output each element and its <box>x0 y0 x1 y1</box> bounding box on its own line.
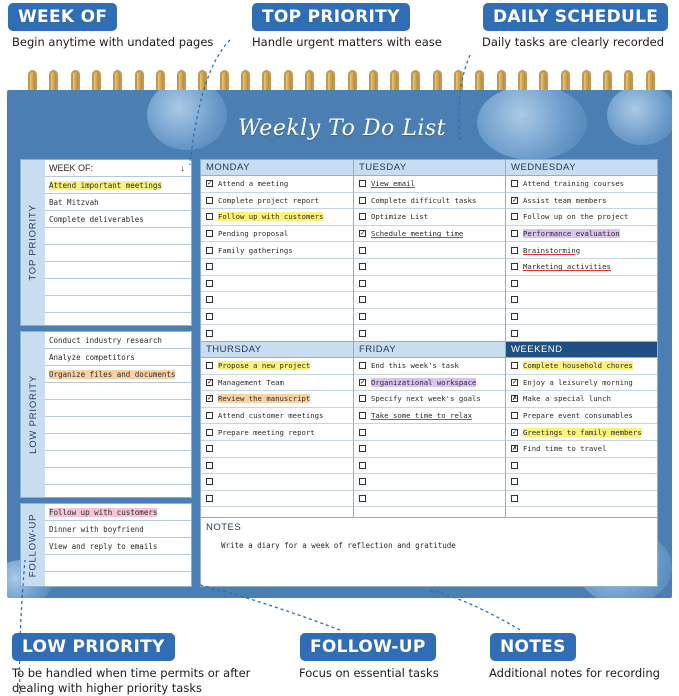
checkbox[interactable] <box>206 313 213 320</box>
checkbox[interactable] <box>511 213 518 220</box>
checkbox[interactable] <box>359 197 366 204</box>
task-row[interactable] <box>201 474 353 491</box>
checkbox-checked[interactable]: ✓ <box>360 230 366 238</box>
checkbox[interactable] <box>359 478 366 485</box>
checkbox-checked[interactable]: ✓ <box>207 395 213 403</box>
low-priority-caption-line1: To be handled when time permits or after <box>12 666 251 680</box>
checkbox[interactable] <box>206 495 213 502</box>
task-row[interactable]: Attend customer meetings <box>201 408 353 425</box>
checkbox-checked[interactable]: ✓ <box>207 180 213 188</box>
checkbox-crossed[interactable]: ✗ <box>512 445 518 453</box>
task-row[interactable] <box>506 292 657 309</box>
day-header: WEDNESDAY <box>506 160 657 176</box>
checkbox[interactable] <box>206 330 213 337</box>
task-row[interactable] <box>201 458 353 475</box>
list-item[interactable]: Follow up with customers <box>45 504 191 521</box>
checkbox[interactable] <box>359 247 366 254</box>
task-row[interactable] <box>201 259 353 276</box>
task-row[interactable] <box>354 458 505 475</box>
task-row[interactable]: ✗ Find time to travel <box>506 441 657 458</box>
day-thursday <box>201 341 354 517</box>
list-item[interactable] <box>45 262 191 279</box>
task-row[interactable]: Pending proposal <box>201 226 353 243</box>
checkbox[interactable] <box>359 280 366 287</box>
arrow-down-icon: ↓ <box>180 163 185 173</box>
checkbox[interactable] <box>511 263 518 270</box>
checkbox[interactable] <box>511 296 518 303</box>
hydrangea-decoration <box>477 90 587 160</box>
task-row[interactable]: Take some time to relax <box>354 408 505 425</box>
task-row[interactable]: Complete difficult tasks <box>354 193 505 210</box>
day-friday <box>354 341 506 517</box>
list-item[interactable] <box>45 400 191 417</box>
task-row[interactable] <box>506 325 657 342</box>
checkbox-crossed[interactable]: ✗ <box>512 395 518 403</box>
follow-up-caption: Focus on essential tasks <box>299 666 439 680</box>
follow-up-tab: FOLLOW-UP <box>21 504 45 586</box>
task-row[interactable] <box>354 441 505 458</box>
task-row[interactable]: ✓ Management Team <box>201 375 353 392</box>
task-row[interactable]: Prepare meeting report <box>201 424 353 441</box>
task-row[interactable] <box>506 309 657 326</box>
task-row[interactable] <box>354 491 505 508</box>
low-priority-section <box>20 331 192 498</box>
checkbox[interactable] <box>511 412 518 419</box>
checkbox-checked[interactable]: ✓ <box>512 428 518 436</box>
top-priority-caption: Handle urgent matters with ease <box>252 35 442 49</box>
list-item[interactable] <box>45 383 191 400</box>
low-priority-caption-line2: dealing with higher priority tasks <box>12 681 202 695</box>
task-row[interactable]: Family gatherings <box>201 242 353 259</box>
day-header: WEEKEND <box>506 342 657 358</box>
daily-schedule-caption: Daily tasks are clearly recorded <box>482 35 664 49</box>
list-item[interactable]: View and reply to emails <box>45 538 191 555</box>
task-row[interactable]: Follow up on the project <box>506 209 657 226</box>
task-row[interactable]: ✓ Assist team members <box>506 193 657 210</box>
low-priority-badge: LOW PRIORITY <box>12 633 175 661</box>
checkbox[interactable] <box>206 429 213 436</box>
task-row[interactable]: ✓ Organizational workspace <box>354 375 505 392</box>
task-row[interactable] <box>506 474 657 491</box>
task-row[interactable]: ✓ Attend a meeting <box>201 176 353 193</box>
checkbox[interactable] <box>511 247 518 254</box>
task-row[interactable]: Complete project report <box>201 193 353 210</box>
task-row[interactable] <box>354 259 505 276</box>
task-row[interactable]: Propose a new project <box>201 358 353 375</box>
day-header: THURSDAY <box>201 342 353 358</box>
list-item[interactable]: Analyze competitors <box>45 349 191 366</box>
checkbox[interactable] <box>359 180 366 187</box>
task-row[interactable]: ✗ Make a special lunch <box>506 391 657 408</box>
task-row[interactable] <box>506 458 657 475</box>
list-item[interactable] <box>45 245 191 262</box>
task-row[interactable] <box>506 491 657 508</box>
task-row[interactable]: ✓ Enjoy a leisurely morning <box>506 375 657 392</box>
checkbox[interactable] <box>206 296 213 303</box>
checkbox[interactable] <box>359 445 366 452</box>
checkbox[interactable] <box>359 495 366 502</box>
checkbox[interactable] <box>359 213 366 220</box>
checkbox[interactable] <box>206 280 213 287</box>
list-item[interactable]: Conduct industry research <box>45 332 191 349</box>
planner-title: Weekly To Do List <box>237 116 446 141</box>
task-row[interactable]: View email <box>354 176 505 193</box>
checkbox[interactable] <box>511 362 518 369</box>
checkbox[interactable] <box>359 263 366 270</box>
day-weekend <box>506 341 657 517</box>
hydrangea-decoration <box>607 90 672 145</box>
day-tuesday <box>354 160 506 341</box>
list-item[interactable] <box>45 451 191 468</box>
daily-schedule-grid <box>200 159 658 587</box>
task-row[interactable] <box>354 474 505 491</box>
checkbox[interactable] <box>359 412 366 419</box>
task-row[interactable] <box>201 292 353 309</box>
planner-page <box>7 90 672 598</box>
checkbox-checked[interactable]: ✓ <box>512 196 518 204</box>
notes-header: NOTES <box>206 522 242 533</box>
task-row[interactable]: Brainstorming <box>506 242 657 259</box>
list-item[interactable]: Complete deliverables <box>45 211 191 228</box>
checkbox[interactable] <box>206 247 213 254</box>
list-item[interactable]: Attend important meetings <box>45 177 191 194</box>
checkbox-checked[interactable]: ✓ <box>360 378 366 386</box>
hydrangea-decoration <box>147 90 227 150</box>
day-header: MONDAY <box>201 160 353 176</box>
notes-badge: NOTES <box>490 633 576 661</box>
follow-up-section <box>20 503 192 587</box>
checkbox[interactable] <box>511 180 518 187</box>
checkbox[interactable] <box>359 462 366 469</box>
list-item[interactable] <box>45 555 191 572</box>
checkbox[interactable] <box>511 330 518 337</box>
checkbox[interactable] <box>206 263 213 270</box>
checkbox[interactable] <box>206 197 213 204</box>
task-row[interactable] <box>354 424 505 441</box>
follow-up-badge: FOLLOW-UP <box>300 633 436 661</box>
task-row[interactable] <box>354 325 505 342</box>
checkbox[interactable] <box>359 362 366 369</box>
week-of-field[interactable]: WEEK OF: ↓ <box>45 160 191 177</box>
task-row[interactable] <box>354 309 505 326</box>
notes-caption: Additional notes for recording <box>489 666 660 680</box>
notes-section[interactable] <box>201 517 657 586</box>
checkbox[interactable] <box>206 462 213 469</box>
low-priority-tab: LOW PRIORITY <box>21 332 45 497</box>
checkbox[interactable] <box>511 313 518 320</box>
task-row[interactable]: Attend training courses <box>506 176 657 193</box>
task-row[interactable] <box>354 242 505 259</box>
checkbox[interactable] <box>359 296 366 303</box>
checkbox[interactable] <box>511 280 518 287</box>
checkbox[interactable] <box>511 230 518 237</box>
top-priority-section <box>20 159 192 326</box>
list-item[interactable] <box>45 296 191 313</box>
task-row[interactable]: Performance evaluation <box>506 226 657 243</box>
task-row[interactable] <box>506 276 657 293</box>
checkbox[interactable] <box>206 362 213 369</box>
day-monday <box>201 160 354 341</box>
task-row[interactable] <box>201 325 353 342</box>
task-row[interactable]: Marketing activities <box>506 259 657 276</box>
task-row[interactable]: ✓ Greetings to family members <box>506 424 657 441</box>
checkbox[interactable] <box>359 330 366 337</box>
task-row[interactable] <box>201 441 353 458</box>
task-row[interactable]: ✓ Review the manuscript <box>201 391 353 408</box>
task-row[interactable]: Follow up with customers <box>201 209 353 226</box>
checkbox[interactable] <box>359 395 366 402</box>
list-item[interactable] <box>45 228 191 245</box>
list-item[interactable] <box>45 417 191 434</box>
list-item[interactable]: Organize files and documents <box>45 366 191 383</box>
checkbox[interactable] <box>511 478 518 485</box>
list-item[interactable]: Dinner with boyfriend <box>45 521 191 538</box>
task-row[interactable]: ✓ Schedule meeting time <box>354 226 505 243</box>
checkbox[interactable] <box>511 495 518 502</box>
week-of-badge: WEEK OF <box>8 3 117 31</box>
checkbox[interactable] <box>206 478 213 485</box>
checkbox-checked[interactable]: ✓ <box>207 378 213 386</box>
notes-text: Write a diary for a week of reflection and gratitude <box>221 541 456 550</box>
task-row[interactable]: Prepare event consumables <box>506 408 657 425</box>
checkbox[interactable] <box>206 412 213 419</box>
task-row[interactable]: End this week's task <box>354 358 505 375</box>
task-row[interactable]: Optimize List <box>354 209 505 226</box>
task-row[interactable] <box>201 491 353 508</box>
daily-schedule-badge: DAILY SCHEDULE <box>483 3 668 31</box>
checkbox[interactable] <box>206 230 213 237</box>
task-row[interactable] <box>201 276 353 293</box>
top-priority-badge: TOP PRIORITY <box>252 3 410 31</box>
week-of-caption: Begin anytime with undated pages <box>12 35 214 49</box>
day-header: FRIDAY <box>354 342 505 358</box>
checkbox[interactable] <box>359 313 366 320</box>
checkbox[interactable] <box>206 445 213 452</box>
task-row[interactable]: Specify next week's goals <box>354 391 505 408</box>
day-header: TUESDAY <box>354 160 505 176</box>
checkbox-checked[interactable]: ✓ <box>512 378 518 386</box>
top-priority-tab: TOP PRIORITY <box>21 160 45 325</box>
task-row[interactable]: Complete household chores <box>506 358 657 375</box>
day-wednesday <box>506 160 657 341</box>
list-item[interactable] <box>45 468 191 485</box>
task-row[interactable] <box>354 292 505 309</box>
list-item[interactable] <box>45 434 191 451</box>
checkbox[interactable] <box>359 429 366 436</box>
list-item[interactable]: Bat Mitzvah <box>45 194 191 211</box>
task-row[interactable] <box>354 276 505 293</box>
checkbox[interactable] <box>206 213 213 220</box>
checkbox[interactable] <box>511 462 518 469</box>
task-row[interactable] <box>201 309 353 326</box>
list-item[interactable] <box>45 279 191 296</box>
